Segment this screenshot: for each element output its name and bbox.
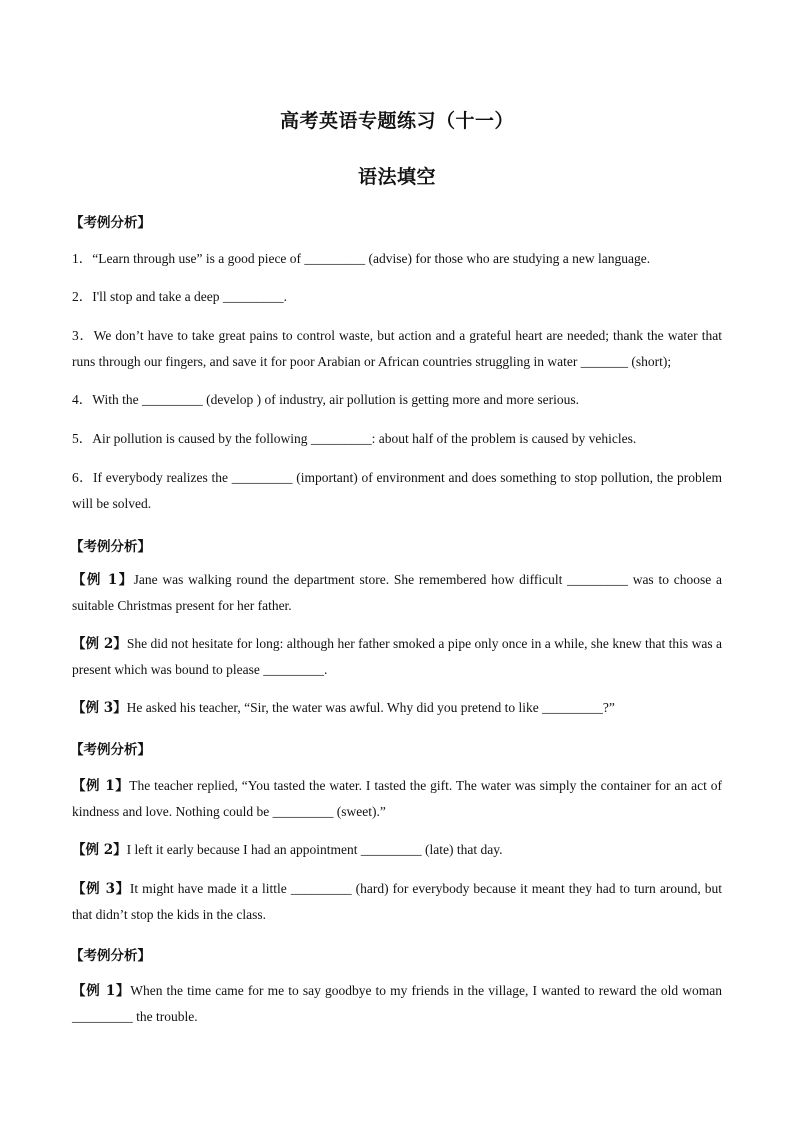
example-item (72, 695, 722, 721)
example-item (72, 978, 722, 1030)
section-heading: 【考例分析】 (70, 742, 151, 758)
question-item: 2．I'll stop and take a deep _________. (72, 289, 288, 304)
section-heading: 【考例分析】 (70, 215, 151, 231)
example-item (72, 773, 722, 825)
example-tag: 【例 1】 (72, 983, 131, 999)
page-title: 高考英语专题练习（十一） (279, 110, 514, 132)
example-text: She did not hesitate for long: although her father smoked a pipe only once in a while, she knew that this was a present which was bound to please _________. (72, 636, 722, 677)
example-tag: 【例 1】 (72, 778, 130, 794)
question-item: 4．With the _________ (develop ) of industry, air pollution is getting more and more serious. (72, 392, 579, 407)
example-tag: 【例 3】 (72, 881, 130, 897)
question-item: 5．Air pollution is caused by the following _________: about half of the problem is caused by vehicles. (72, 431, 637, 446)
example-text: He asked his teacher, “Sir, the water was awful. Why did you pretend to like _________?” (126, 700, 615, 715)
example-item (72, 631, 722, 683)
example-tag: 【例 2】 (72, 636, 127, 652)
example-item (72, 567, 722, 619)
example-text: When the time came for me to say goodbye to my friends in the village, I wanted to reward the old woman _________ the trouble. (72, 983, 723, 1024)
example-tag: 【例 3】 (72, 700, 127, 716)
question-item: 3．We don’t have to take great pains to control waste, but action and a grateful heart are needed; thank the water that runs through our fingers, and save it for poor Arabian or African countries struggling in water _______ (short); (72, 328, 722, 369)
example-tag: 【例 2】 (72, 842, 127, 858)
section-heading: 【考例分析】 (70, 948, 151, 964)
example-tag: 【例 1】 (72, 572, 134, 588)
example-text: I left it early because I had an appointment _________ (late) that day. (126, 842, 503, 857)
example-text: The teacher replied, “You tasted the water. I tasted the gift. The water was simply the container for an act of kindness and love. Nothing could be _________ (sweet).” (72, 778, 722, 819)
example-item (72, 837, 722, 863)
example-text: It might have made it a little _________ (hard) for everybody because it meant they had to turn around, but that didn’t stop the kids in the class. (72, 881, 722, 922)
example-text: Jane was walking round the department store. She remembered how difficult _________ was to choose a suitable Christmas present for her father. (72, 572, 723, 613)
example-item (72, 876, 722, 928)
page-subtitle: 语法填空 (357, 166, 436, 188)
question-item: 6．If everybody realizes the _________ (important) of environment and does something to stop pollution, the problem will be solved. (72, 470, 722, 511)
section-heading: 【考例分析】 (70, 539, 151, 555)
question-item: 1．“Learn through use” is a good piece of _________ (advise) for those who are studying a new language. (72, 251, 651, 266)
